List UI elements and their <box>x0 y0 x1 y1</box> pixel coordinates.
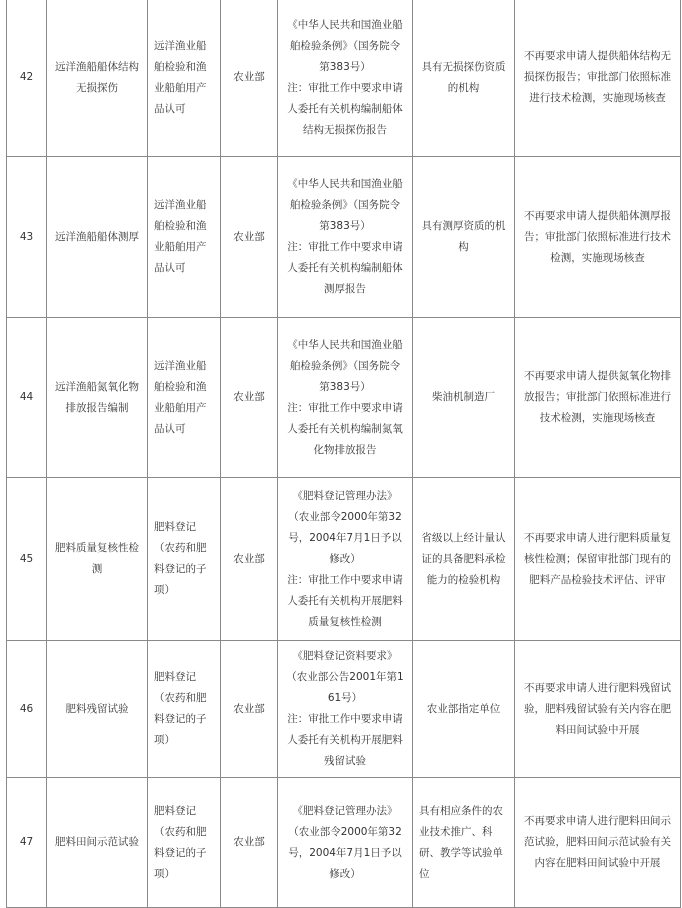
department: 农业部 <box>221 318 278 478</box>
reform-measure: 不再要求申请人提供氮氧化物排放报告；审批部门依照标准进行技术检测，实施现场核查 <box>515 318 681 478</box>
service-provider: 具有测厚资质的机构 <box>413 157 515 318</box>
table-row <box>7 641 681 778</box>
table-row <box>7 318 681 478</box>
legal-basis-law: 《肥料登记管理办法》（农业部令2000年第32号，2004年7月1日予以修改） <box>288 489 402 565</box>
row-number: 42 <box>7 0 47 157</box>
approval-matter: 肥料登记（农药和肥料登记的子项） <box>148 778 221 908</box>
legal-basis-note: 注：审批工作中要求申请人委托有关机构编制氮氧化物排放报告 <box>287 401 403 456</box>
table-row <box>7 778 681 908</box>
legal-basis-law: 《中华人民共和国渔业船舶检验条例》（国务院令第383号） <box>287 18 403 73</box>
row-number: 45 <box>7 478 47 641</box>
approval-matter: 远洋渔业船舶检验和渔业船舶用产品认可 <box>148 157 221 318</box>
department: 农业部 <box>221 478 278 641</box>
row-number: 47 <box>7 778 47 908</box>
department: 农业部 <box>221 157 278 318</box>
reform-measure: 不再要求申请人提供船体测厚报告；审批部门依照标准进行技术检测，实施现场核查 <box>515 157 681 318</box>
legal-basis-note: 注：审批工作中要求申请人委托有关机构编制船体测厚报告 <box>287 241 403 295</box>
service-provider: 省级以上经计量认证的具备肥料承检能力的检验机构 <box>413 478 515 641</box>
reform-measure: 不再要求申请人进行肥料残留试验，肥料残留试验有关内容在肥料田间试验中开展 <box>515 641 681 778</box>
service-item: 肥料残留试验 <box>47 641 148 778</box>
legal-basis-law: 《肥料登记管理办法》（农业部令2000年第32号，2004年7月1日予以修改） <box>288 804 402 880</box>
legal-basis-note: 注：审批工作中要求申请人委托有关机构开展肥料残留试验 <box>287 713 403 767</box>
service-provider: 具有无损探伤资质的机构 <box>413 0 515 157</box>
table-row <box>7 478 681 641</box>
service-provider: 柴油机制造厂 <box>413 318 515 478</box>
approval-matter: 肥料登记（农药和肥料登记的子项） <box>148 478 221 641</box>
approval-matter: 远洋渔业船舶检验和渔业船舶用产品认可 <box>148 0 221 157</box>
legal-basis <box>278 0 413 157</box>
legal-basis <box>278 641 413 778</box>
approval-intermediary-services-table <box>6 0 681 908</box>
approval-matter: 远洋渔业船舶检验和渔业船舶用产品认可 <box>148 318 221 478</box>
legal-basis-law: 《中华人民共和国渔业船舶检验条例》（国务院令第383号） <box>287 178 403 232</box>
service-item: 远洋渔船船体结构无损探伤 <box>47 0 148 157</box>
service-provider: 具有相应条件的农业技术推广、科研、教学等试验单位 <box>413 778 515 908</box>
legal-basis <box>278 157 413 318</box>
service-item: 肥料田间示范试验 <box>47 778 148 908</box>
service-item: 远洋渔船氮氧化物排放报告编制 <box>47 318 148 478</box>
department: 农业部 <box>221 778 278 908</box>
service-item: 远洋渔船船体测厚 <box>47 157 148 318</box>
reform-measure: 不再要求申请人进行肥料田间示范试验，肥料田间示范试验有关内容在肥料田间试验中开展 <box>515 778 681 908</box>
row-number: 43 <box>7 157 47 318</box>
service-provider: 农业部指定单位 <box>413 641 515 778</box>
approval-matter: 肥料登记（农药和肥料登记的子项） <box>148 641 221 778</box>
legal-basis-note: 注：审批工作中要求申请人委托有关机构编制船体结构无损探伤报告 <box>287 81 403 136</box>
table-row <box>7 0 681 157</box>
legal-basis-law: 《中华人民共和国渔业船舶检验条例》（国务院令第383号） <box>287 338 403 393</box>
legal-basis-note: 注：审批工作中要求申请人委托有关机构开展肥料质量复核性检测 <box>287 573 403 628</box>
row-number: 44 <box>7 318 47 478</box>
legal-basis <box>278 778 413 908</box>
row-number: 46 <box>7 641 47 778</box>
table-row <box>7 157 681 318</box>
legal-basis-law: 《肥料登记资料要求》（农业部公告2001年第161号） <box>286 650 404 704</box>
department: 农业部 <box>221 641 278 778</box>
reform-measure: 不再要求申请人进行肥料质量复核性检测；保留审批部门现有的肥料产品检验技术评估、评审 <box>515 478 681 641</box>
department: 农业部 <box>221 0 278 157</box>
reform-measure: 不再要求申请人提供船体结构无损探伤报告；审批部门依照标准进行技术检测，实施现场核查 <box>515 0 681 157</box>
legal-basis <box>278 478 413 641</box>
service-item: 肥料质量复核性检测 <box>47 478 148 641</box>
legal-basis <box>278 318 413 478</box>
